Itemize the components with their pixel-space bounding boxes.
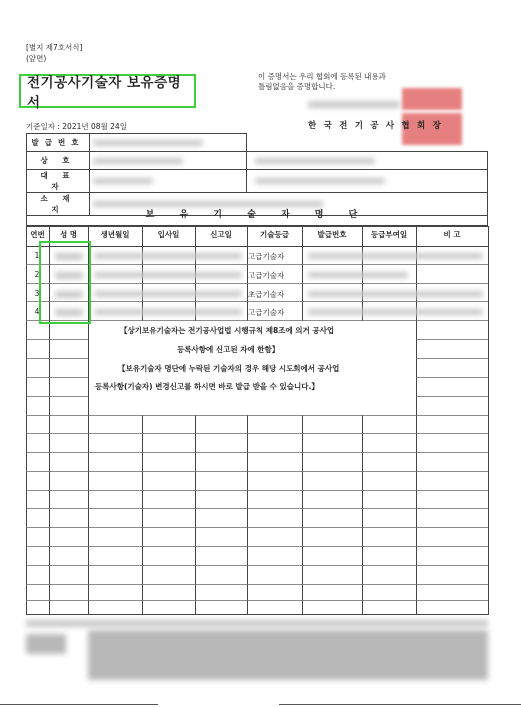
section-title: 보 유 기 술 자 명 단: [26, 204, 488, 226]
notice-line-1: 이 증명서는 우리 협회에 등록된 내용과: [258, 72, 386, 81]
note-line-2: 등록사항에 신고된 자에 한함】: [177, 345, 280, 354]
redacted-footer-line: [26, 620, 488, 627]
field-label: 발급번호: [27, 134, 90, 152]
redacted-footer-logo: [26, 634, 66, 654]
col-header-remarks: 비 고: [443, 230, 461, 239]
form-side-label: (앞면): [26, 54, 47, 63]
field-label: 소 재 지: [27, 193, 90, 216]
redacted-dates: [94, 291, 242, 297]
technician-grade: 고급기술자: [248, 271, 285, 280]
footer-divider-left: [0, 704, 158, 705]
notice-line-2: 틀림없음을 증명합니다.: [258, 82, 336, 92]
note-line-3: 【보유기술자 명단에 누락된 기술자의 경우 해당 시도회에서 공사업: [118, 364, 340, 373]
col-header-issue-no: 발급번호: [317, 230, 347, 239]
field-label: 상 호: [27, 152, 90, 170]
redacted-dates: [94, 272, 242, 278]
redacted-issue-info: [308, 272, 408, 278]
form-reference: [별지 제7호서식]: [26, 43, 83, 52]
col-header-no: 연번: [30, 230, 45, 239]
redacted-dates: [94, 253, 242, 259]
redacted-issue-info: [308, 291, 483, 297]
note-line-4: 등록사항(기술자) 변경신고를 하시면 바로 발급 받을 수 있습니다.】: [95, 382, 319, 391]
technician-grade: 초급기술자: [248, 290, 285, 299]
technician-grade: 고급기술자: [248, 308, 285, 317]
redacted-dates: [94, 309, 242, 315]
redacted-issue-info: [308, 253, 483, 259]
association-name: 한 국 전 기 공 사 협 회 장: [308, 121, 443, 131]
col-header-report-date: 신고일: [210, 230, 232, 239]
row-number: 2: [34, 270, 40, 279]
name-column-highlight: [39, 241, 91, 324]
note-line-1: 【상기보유기술자는 전기공사업법 시행규칙 제8조에 의거 공사업: [120, 326, 335, 335]
col-header-grade: 기술등급: [260, 230, 289, 239]
row-number: 3: [34, 289, 40, 298]
field-label: 대 표 자: [27, 170, 90, 193]
redacted-footer-block: [88, 630, 488, 680]
col-header-name: 성 명: [59, 230, 78, 239]
technician-grade: 고급기술자: [248, 252, 285, 261]
redacted-issue-info: [308, 309, 483, 315]
footer-divider-right: [279, 704, 521, 705]
base-date: 기준일자 : 2021년 08월 24일: [26, 122, 127, 131]
col-header-grant-date: 등급부여일: [370, 230, 408, 239]
row-number: 4: [34, 307, 40, 316]
document-title-text: 전기공사기술자 보유증명서: [27, 75, 182, 111]
col-header-hire-date: 입사일: [157, 230, 180, 239]
col-header-birth: 생년월일: [100, 230, 130, 239]
row-number: 1: [34, 251, 40, 260]
